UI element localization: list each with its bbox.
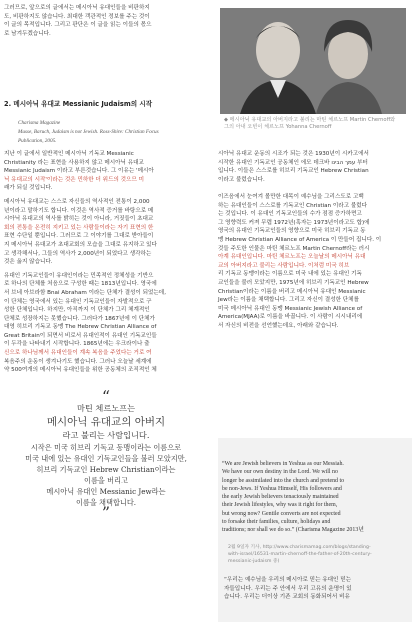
body-line: 로 하나의 단체를 처음으로 구성한 때는 1813년입니다. 영국에 xyxy=(4,281,157,288)
body-line: 시작한 유대인 기독교인 공동체인 에모 데크바 עמך הבינו 부터 xyxy=(218,159,368,166)
body-line: 맹 Hebrew Christian Alliance of America 이 만들어 집니다. 이 xyxy=(218,236,382,243)
body-line: 서 자신의 비전을 선언했는데요, 아래와 같습니다. xyxy=(218,322,339,329)
body-line: 단체로 성장하지는 못했습니다. 그러다가 1867년에 이 단체가 xyxy=(4,315,155,322)
body-line: 메시아닉 유대교는 스스로 자신들의 역사적인 전통이 2,000 xyxy=(4,198,150,205)
photo-caption xyxy=(224,117,410,131)
chernoff-photo xyxy=(220,8,406,114)
body-line: 교의 아버지라고 불리는 사람입니다. 이처럼 미국 히브 xyxy=(218,262,350,269)
body-line: 이라고 불렀습니다. xyxy=(218,176,265,183)
left-column xyxy=(4,150,208,375)
source-line: messianic-judaism 중) xyxy=(228,559,280,564)
body-line: Jew라는 이름을 채택합니다. 그리고 자신이 결성한 단체를 xyxy=(218,297,359,304)
body-line: 신으로 하나님께서 유대인들이 계속 복음을 주었다는 거로 여 xyxy=(4,350,152,357)
body-line: 회의 전통을 온전히 지키고 있는 사람들이라는 자기 표현의 한 xyxy=(4,224,154,231)
body-line: 리 기독교 동맹이라는 이름으로 미국 내에 있는 유대인 기독 xyxy=(218,271,362,278)
intro-line: 도, 비판하지도 않습니다. 최대한 객관적인 정보를 주는 것이 xyxy=(4,13,150,20)
body-line: 이 단체는 영국에서 있는 유대인 기독교인들이 자발적으로 구 xyxy=(4,298,152,305)
body-line: 고 생각해서나, 그들의 역사가 2,000년이 되었다고 생각하는 xyxy=(4,250,152,257)
intro-line: 그러므로, 앞으로의 글에서는 메시아닉 유대인들을 비판하지 xyxy=(4,5,150,11)
quote-line: to forsake their families, culture, holidays and xyxy=(222,519,331,526)
intro-line: 이 글의 목적입니다. 그리고 판단은 이 글을 읽는 이들의 몫으 xyxy=(4,22,152,29)
body-line: 아계 유대인입니다. 마틴 체르노프는 오늘날의 메시아닉 유대 xyxy=(218,254,366,261)
close-quote-mark: ” xyxy=(101,503,111,522)
quote-line: traditions; nor shall we do so.” (Charisma Magazine 2013년 xyxy=(222,527,364,534)
pullquote-line: 라고 불리는 사람입니다. xyxy=(62,430,150,440)
quote-line: their Jewish lifestyles, why was it right for them, xyxy=(222,502,338,509)
section-title: 2. 메시아닉 유대교 Messianic Judaism의 시작 xyxy=(4,100,153,108)
body-line: 대영 히브리 기독교 동맹 The Hebrew Christian Alliance of xyxy=(4,324,157,331)
quote-line: We have our own destiny in the Lord. We will no xyxy=(222,469,338,476)
citation-line: Musse, Baruch, Judaism is not Jewish. Ross-Shire: Christian Focus xyxy=(18,129,159,135)
citation-line: Publication, 2005. xyxy=(18,138,57,144)
open-quote-mark: “ xyxy=(101,387,111,406)
source-line: with-israel/16531-martin-chernoff-the-father-of-20th-century- xyxy=(228,552,372,557)
pullquote-line: 히브리 기독교인 Hebrew Christian이라는 xyxy=(36,465,176,474)
quote-line: “We are Jewish believers in Yeshua as our Messiah. xyxy=(222,461,344,467)
body-line: 입니다. 이들은 스스로를 히브리 기독교인 Hebrew Christian xyxy=(218,168,369,175)
body-line: 복음주의 운동이 생겨나기도 했습니다. 그러나 오늘날 세계에 xyxy=(4,358,152,365)
pullquote-line: 이름을 채택합니다. xyxy=(75,498,137,507)
caption-line: 그의 아내 오빈이 체르노프 Yohanna Chernoff xyxy=(224,124,332,130)
quote-line: the early Jewish believers tenaciously maintained xyxy=(222,494,339,501)
citation xyxy=(18,119,198,146)
citation-line: Charisma Magazine xyxy=(18,120,61,126)
body-line: 지난 이 글에서 일반적인 메시아닉 기독교 Messianic xyxy=(4,151,134,157)
body-line: 미국 메시아닉 유대인 동맹 Messianic Jewish Alliance of xyxy=(218,305,363,312)
pullquote-line: 시작은 미국 히브리 기독교 동맹이라는 이름으로 xyxy=(30,443,182,452)
pullquote-line: 마틴 체르노프는 xyxy=(77,403,135,413)
body-line: 년이라고 말하기도 합니다. 이것은 역사적 증거를 바탕으로 메 xyxy=(4,207,154,214)
source-line: 2월 9일자 기사, http://www.charismamag.com/blogs/standing- xyxy=(228,545,371,550)
body-line: 지 메시아닉 유대교가 초대교회의 모습을 그대로 유지하고 있다 xyxy=(4,241,157,248)
body-line: 시아닉 유대교의 역사를 밝히는 것이 아니라, 거짓들이 초대교 xyxy=(4,216,154,223)
pullquote-line: 이름을 버리고 xyxy=(84,476,128,485)
body-line: 것들 주도한 인물은 마틴 체르노프 Martin Chernoff라는 러시 xyxy=(218,245,370,252)
quote-line: but wrong now? Gentile converts are not expected xyxy=(222,510,341,517)
english-quote xyxy=(222,460,408,535)
quote-line: 습니다. 우리는 더이상 기존 교회의 동화되어서 비유 xyxy=(224,594,350,601)
body-line: 는 것입니다. 이 유대인 기독교인들의 수가 점점 증가하면고 xyxy=(218,211,362,218)
body-line: 영국의 유대인 기독교인들의 영향으로 미국 히브리 기독교 동 xyxy=(218,228,366,235)
body-line: 성한 단체입니다. 하지만, 아직까지 이 단체가 그리 체계적인 xyxy=(4,307,150,314)
body-line: Great Britain이 되면서 비로서 유대인적이 유대인 기독교인들 xyxy=(4,332,157,339)
korean-quote xyxy=(224,576,410,602)
quote-line: “우리는 예수님을 우리의 메시아로 믿는 유대인 믿는 xyxy=(224,577,352,583)
body-line: 닉 유대교의 시작'이라는 것은 민하한 더 위드의 것으므 미 xyxy=(4,176,145,183)
pullquote-line: 메시아닉 유대인 Messianic Jew라는 xyxy=(46,487,166,496)
portrait-image xyxy=(220,8,406,114)
quote-line: 자들입니다. 우리는 주 안에서 우리 고유의 운명이 있 xyxy=(224,585,352,592)
pullquote-line: 메시아닉 유대교의 아버지 xyxy=(46,416,166,428)
right-column-intro xyxy=(218,150,410,184)
pullquote-line: 미국 내에 있는 유대인 기독교인들을 불러 모았지만, xyxy=(25,454,187,463)
body-line: 하는 유대인들이 스스로를 기독교인 Christian 이라고 불렀다 xyxy=(218,202,368,209)
quote-line: longer be assimilated into the church and pretend to xyxy=(222,477,345,484)
body-line: 것은 옳지 않습니다. xyxy=(4,259,53,266)
body-line: 이즈음에서 눈여겨 볼만한 대목이 예수님을 그리스도로 고백 xyxy=(218,194,364,200)
body-line: 유대인 기독교인들이 유대인이라는 민족적인 정체성을 기반으 xyxy=(4,272,154,279)
body-line: 시아닉 유대교 운동의 시조가 되는 것은 1930년이 시카고에서 xyxy=(218,151,369,157)
body-line: Christianity 라는 표현을 사용하지 않고 메시아닉 유대교 xyxy=(4,159,144,166)
right-column-body xyxy=(218,193,410,331)
body-line: Messianic Judaism 이라고 부른것습니다. 그 이유는 '메시아 xyxy=(4,168,154,175)
body-line: 서 브네 아브라함 Bnai Abraham 이라는 단체가 결성이 되었는데, xyxy=(4,289,166,296)
body-line: America(MJAA)로 이름을 바꿉니다. 이 사람이 시시내리에 xyxy=(218,314,363,321)
body-line: 약 500여개의 메시아닉 유대인들을 위한 공동체의 조직적인 체 xyxy=(4,367,157,374)
body-line: 래가 되실 것입니다. xyxy=(4,185,53,192)
quote-line: be non-Jews. If Yeshua Himself, His followers and xyxy=(222,485,342,492)
intro-paragraph xyxy=(4,4,214,38)
source-note xyxy=(228,544,408,565)
intro-line: 로 남겨두겠습니다. xyxy=(4,30,51,37)
body-line: Christian이라는 이름을 버리고 메시아닉 유대인 Messianic xyxy=(218,288,366,295)
pull-quote xyxy=(6,387,206,522)
caption-line: ◆ 메시아닉 유대교의 아버지라고 불리는 마틴 체르노프 Martin Chernoff와 xyxy=(224,117,396,123)
body-line: 교인들을 불러 모았지만, 1975년에 히브리 기독교인 Hebrew xyxy=(218,279,369,286)
body-line: 이 두각을 나타내기 시작합니다. 1865년에는 우크라이나 출 xyxy=(4,341,150,348)
body-line: 표현 수단일 뿐입니다. 그러므로 그 이야기를 그대로 받아들이 xyxy=(4,233,154,240)
body-line: 그 영향력도 커져 무렵 1972년(혹자는 1973년이라고도 합)에 xyxy=(218,219,370,226)
